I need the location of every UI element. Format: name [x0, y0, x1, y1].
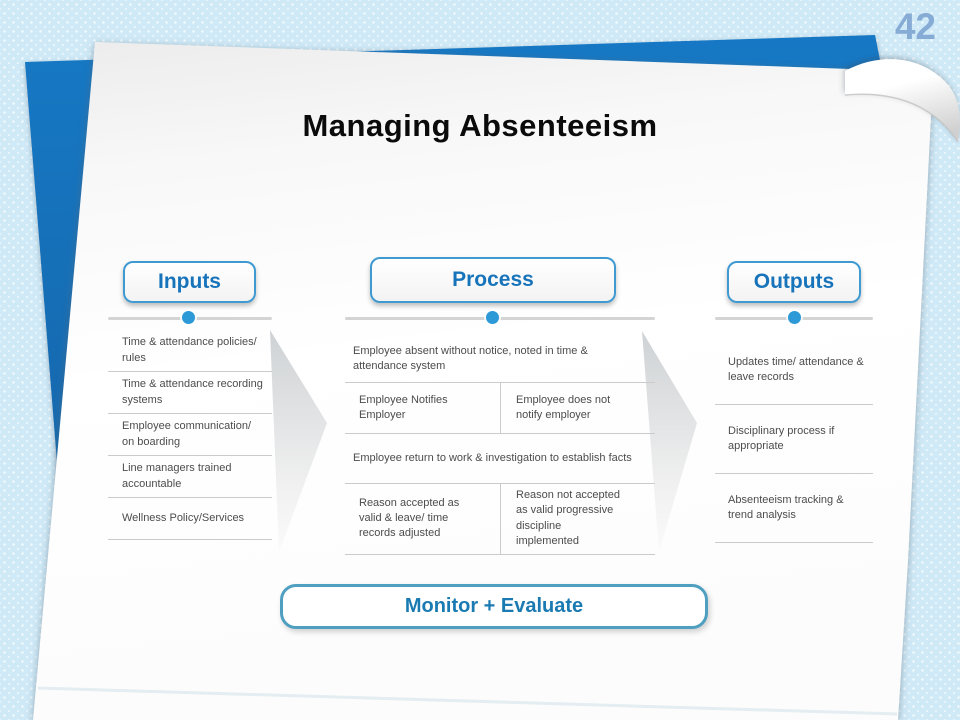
- timeline-dot: [486, 311, 499, 324]
- timeline-dot: [788, 311, 801, 324]
- outputs-header: [727, 261, 861, 303]
- slide-title: Managing Absenteeism: [302, 108, 658, 143]
- timeline-dot: [182, 311, 195, 324]
- outputs-list: [715, 336, 873, 543]
- process-flow: [345, 336, 655, 555]
- process-step-split: [345, 484, 655, 555]
- inputs-header: [123, 261, 256, 303]
- process-cell: Employee does not notify employer: [500, 383, 655, 433]
- monitor-evaluate-button: [280, 584, 708, 629]
- process-cell: Reason accepted as valid & leave/ time records adjusted: [359, 496, 460, 540]
- process-cell: Employee Notifies Employer: [359, 393, 448, 421]
- inputs-header-label: Inputs: [158, 270, 221, 293]
- list-item: Time & attendance policies/ rules: [108, 330, 272, 372]
- outputs-header-label: Outputs: [753, 270, 835, 293]
- list-item: Disciplinary process if appropriate: [715, 405, 873, 474]
- process-step: Employee absent without notice, noted in time & attendance system: [345, 336, 655, 383]
- page-number: 42: [894, 6, 936, 47]
- timeline-line: [345, 317, 655, 320]
- process-header: [370, 257, 616, 303]
- process-step: Employee return to work & investigation to establish facts: [345, 434, 655, 484]
- process-step-split: [345, 383, 655, 434]
- list-item: Absenteeism tracking & trend analysis: [715, 474, 873, 543]
- process-cell: Reason not accepted as valid progressive discipline implemented: [500, 484, 655, 554]
- list-item: Time & attendance recording systems: [108, 372, 272, 414]
- monitor-evaluate-label: Monitor + Evaluate: [404, 595, 584, 617]
- list-item: Wellness Policy/Services: [108, 498, 272, 540]
- list-item: Line managers trained accountable: [108, 456, 272, 498]
- inputs-list: [108, 330, 272, 540]
- list-item: Updates time/ attendance & leave records: [715, 336, 873, 405]
- list-item: Employee communication/ on boarding: [108, 414, 272, 456]
- process-header-label: Process: [452, 268, 534, 291]
